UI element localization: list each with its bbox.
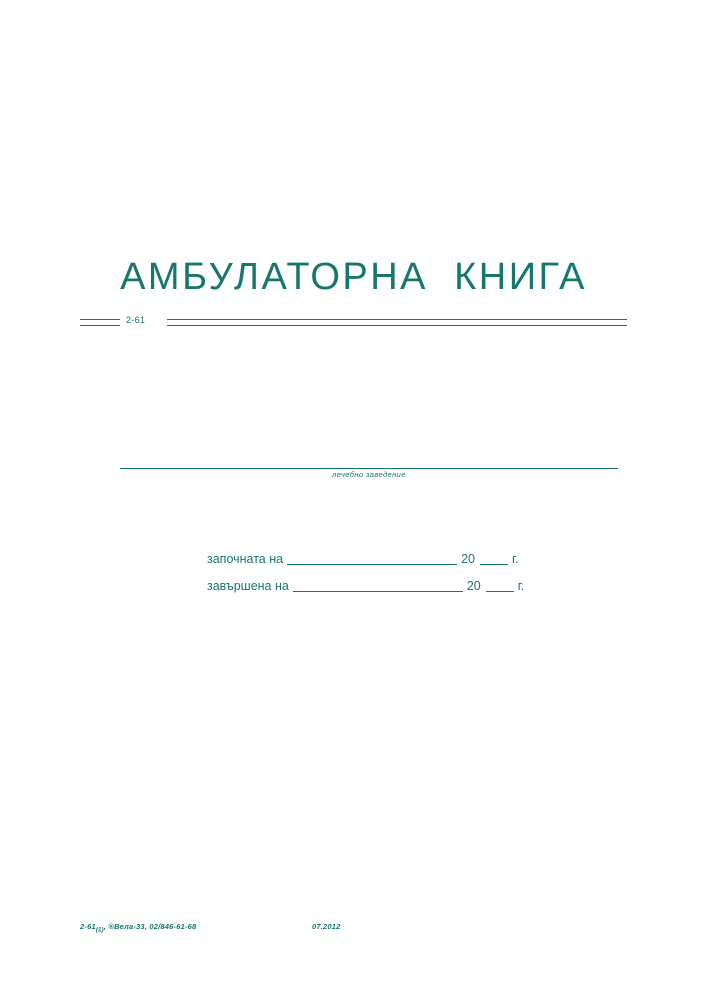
page-title: АМБУЛАТОРНА КНИГА [120,256,587,298]
page-footer [80,922,627,936]
date-fields [207,540,547,594]
field-label-finished: завършена на [207,579,289,593]
footer-left-sub: (1) [95,927,104,934]
field-input-started-year[interactable] [480,552,508,565]
field-suffix-finished: г. [517,579,525,593]
field-input-started-date[interactable] [287,552,457,565]
field-year-prefix-started: 20 [461,552,475,566]
field-label-started: започната на [207,552,284,566]
field-suffix-started: г. [512,552,519,566]
right-double-rule [167,319,627,326]
field-row-started [207,540,547,567]
left-double-rule [80,319,120,326]
field-input-finished-year[interactable] [486,579,514,592]
footer-center: 07.2012 [312,922,341,931]
form-code-label: 2-61 [126,315,146,325]
institution-field[interactable] [120,468,618,469]
form-code-row [80,315,627,333]
institution-caption: лечебно заведение [332,470,406,479]
field-input-finished-date[interactable] [293,579,463,592]
field-year-prefix-finished: 20 [466,579,481,593]
footer-left-code: 2-61 [80,922,96,931]
field-row-finished [207,567,547,594]
page-title-wrap [0,258,707,296]
footer-left-rest: , ®Вела-33, 02/846-61-68 [103,922,197,931]
footer-left [80,922,196,934]
